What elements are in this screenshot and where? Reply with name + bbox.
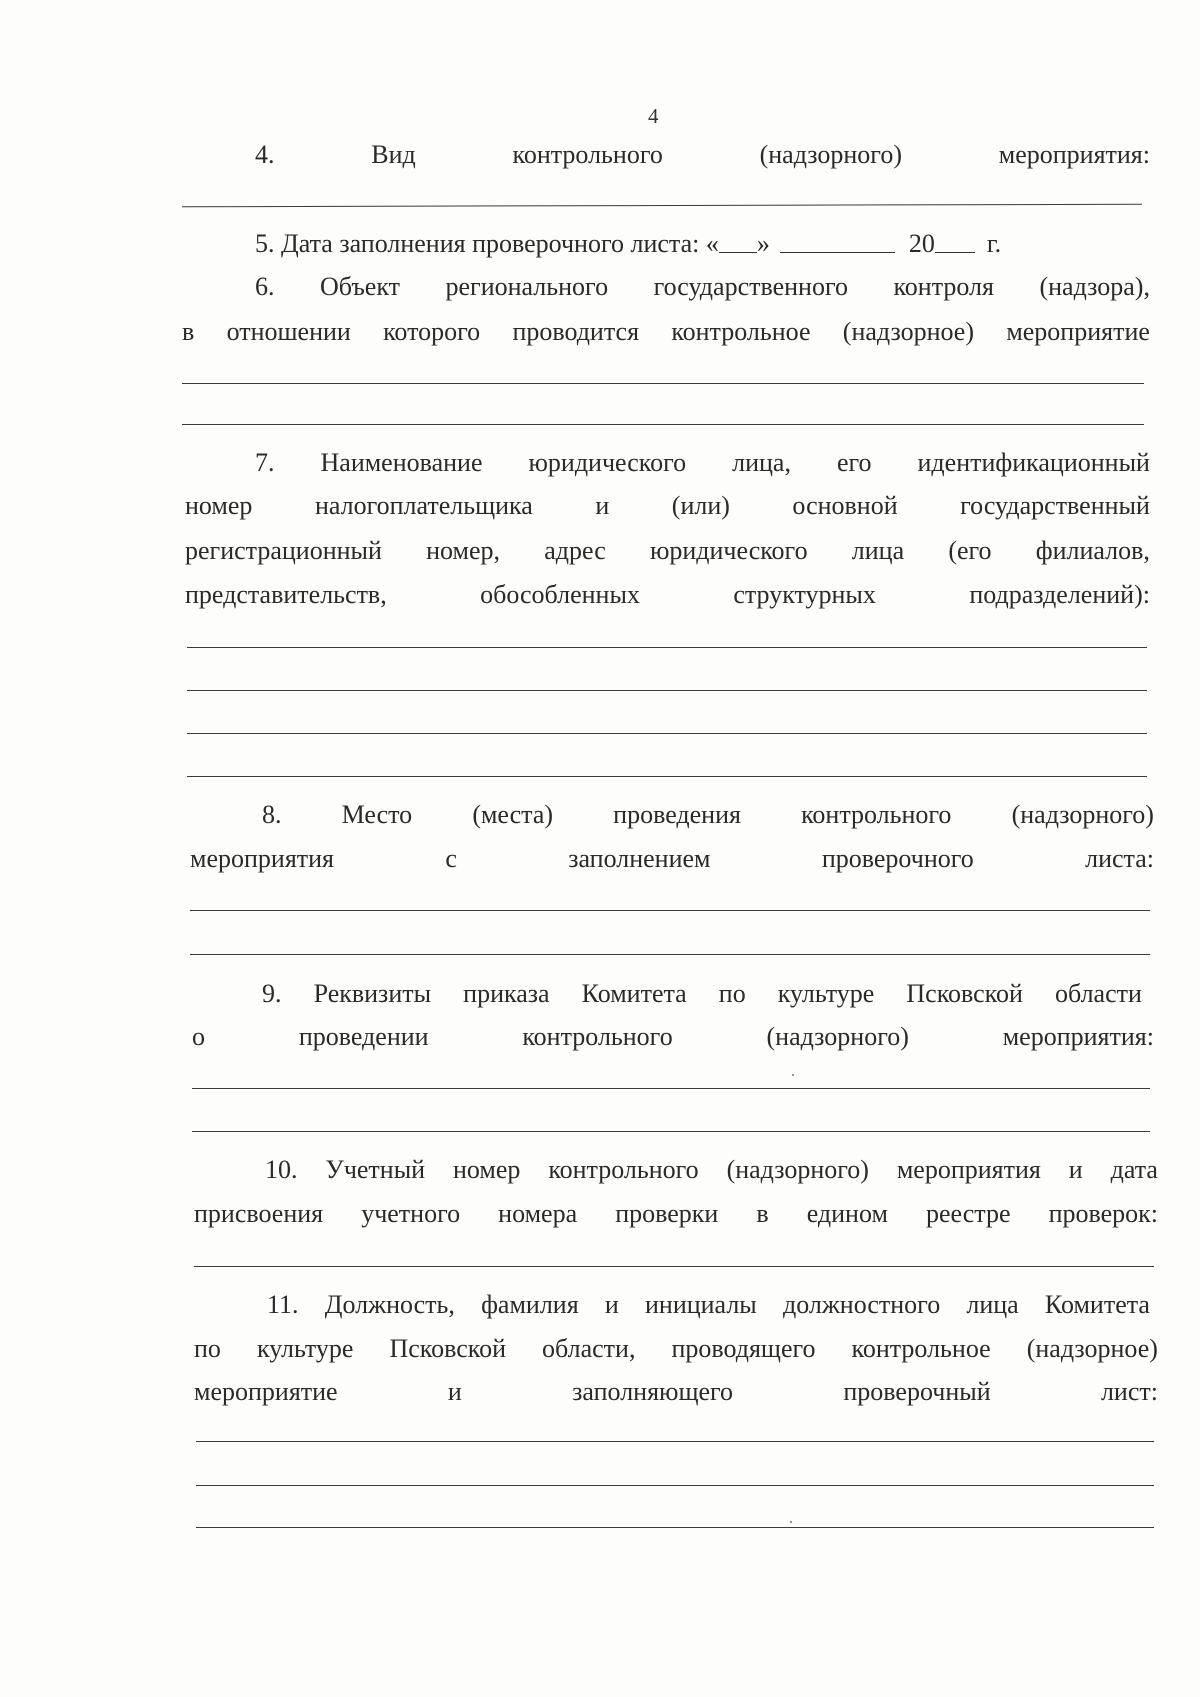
word: 4.	[255, 140, 275, 169]
word: (его	[948, 536, 992, 565]
word: проведении	[298, 1022, 429, 1051]
word: мероприятие	[194, 1377, 338, 1406]
word: (надзорного)	[759, 140, 902, 169]
word: едином	[806, 1199, 888, 1228]
word: лица	[851, 536, 905, 565]
word: мероприятие	[1006, 317, 1150, 346]
word: 9.	[262, 979, 282, 1008]
word: Учетный	[325, 1155, 426, 1184]
fill-line	[192, 1131, 1150, 1132]
month-blank	[780, 228, 895, 253]
fill-line	[182, 424, 1144, 425]
word: проводящего	[671, 1334, 816, 1363]
word: контрольное	[851, 1334, 991, 1363]
word: контрольного	[522, 1022, 673, 1051]
word: его	[836, 448, 872, 477]
word: и	[447, 1377, 462, 1406]
fill-line	[182, 204, 1142, 208]
year-prefix: 20	[908, 229, 935, 258]
word: контроля	[893, 272, 994, 301]
item-4-line	[255, 139, 1150, 171]
word: контрольного	[548, 1155, 699, 1184]
page-number: 4	[648, 104, 659, 128]
word: номер,	[426, 536, 501, 565]
item-7-line-4	[185, 579, 1150, 611]
word: заполняющего	[572, 1377, 734, 1406]
item-11-line-1	[267, 1289, 1150, 1321]
quote-close: »	[756, 229, 770, 258]
fill-line	[194, 1266, 1154, 1267]
word: и	[595, 491, 610, 520]
word: Вид	[371, 140, 416, 169]
word: Объект	[320, 272, 400, 301]
word: основной	[792, 491, 898, 520]
item-7-line-3	[185, 535, 1150, 567]
fill-line	[192, 1088, 1150, 1089]
word: инициалы	[644, 1290, 757, 1319]
scan-speck	[790, 1521, 792, 1523]
word: проводится	[512, 317, 640, 346]
word: в	[756, 1199, 769, 1228]
item-10-line-1	[265, 1154, 1158, 1186]
word: Комитета	[1044, 1290, 1150, 1319]
word: контрольного	[512, 140, 663, 169]
word: 11.	[267, 1290, 299, 1319]
item-9-line-1	[262, 978, 1142, 1010]
fill-line	[190, 954, 1150, 955]
word: контрольное	[671, 317, 811, 346]
word: мероприятия:	[1002, 1022, 1154, 1051]
fill-line	[187, 776, 1147, 777]
word: реестре	[926, 1199, 1011, 1228]
word: (места)	[472, 800, 554, 829]
word: Реквизиты	[313, 979, 432, 1008]
word: и	[604, 1290, 619, 1319]
word: государственный	[960, 491, 1150, 520]
word: должностного	[782, 1290, 941, 1319]
fill-line	[196, 1485, 1154, 1486]
word: приказа	[463, 979, 550, 1008]
word: Псковской	[389, 1334, 507, 1363]
word: (надзорное)	[1026, 1334, 1158, 1363]
word: (надзорного)	[726, 1155, 869, 1184]
word: Псковской	[906, 979, 1023, 1008]
word: по	[718, 979, 746, 1008]
item-8-line-2	[190, 843, 1154, 875]
word: юридического	[649, 536, 808, 565]
word: структурных	[733, 580, 876, 609]
word: Должность,	[324, 1290, 455, 1319]
word: дата	[1110, 1155, 1158, 1184]
item-6-line-1	[255, 271, 1150, 303]
word: (надзора),	[1039, 272, 1150, 301]
word: лица	[966, 1290, 1019, 1319]
word: с	[445, 844, 457, 873]
word: о	[192, 1022, 205, 1051]
fill-line	[187, 647, 1147, 648]
word: Комитета	[581, 979, 687, 1008]
word: номер	[185, 491, 253, 520]
fill-line	[190, 910, 1150, 911]
word: 8.	[262, 800, 282, 829]
word: лица,	[732, 448, 791, 477]
word: мероприятия:	[998, 140, 1150, 169]
word: мероприятия	[190, 844, 335, 873]
word: лист:	[1100, 1377, 1158, 1406]
word: по	[194, 1334, 221, 1363]
word: филиалов,	[1035, 536, 1150, 565]
word: налогоплательщика	[314, 491, 533, 520]
word: (надзорного)	[766, 1022, 909, 1051]
word: Место	[341, 800, 413, 829]
word: представительств,	[185, 580, 387, 609]
word: мероприятия	[896, 1155, 1041, 1184]
word: идентификационный	[917, 448, 1150, 477]
fill-line	[182, 383, 1144, 384]
item-10-line-2	[194, 1198, 1158, 1230]
item-8-line-1	[262, 799, 1154, 831]
word: проверочного	[821, 844, 974, 873]
word: области,	[542, 1334, 636, 1363]
word: 10.	[265, 1155, 298, 1184]
word: проверочный	[843, 1377, 991, 1406]
year-blank	[935, 228, 975, 253]
word: номера	[498, 1199, 578, 1228]
word: проверки	[615, 1199, 719, 1228]
word: фамилия	[481, 1290, 579, 1319]
word: и	[1068, 1155, 1083, 1184]
word: номер	[453, 1155, 521, 1184]
item-5-line	[255, 228, 1155, 260]
item-11-line-3	[194, 1376, 1158, 1408]
item-5-prefix: 5. Дата заполнения проверочного листа: «	[255, 229, 719, 258]
word: отношении	[226, 317, 351, 346]
item-6-line-2	[182, 316, 1150, 348]
word: адрес	[544, 536, 606, 565]
item-9-line-2	[192, 1021, 1154, 1053]
word: учетного	[361, 1199, 461, 1228]
day-blank	[719, 228, 757, 253]
word: в	[182, 317, 195, 346]
word: регионального	[445, 272, 609, 301]
word: 6.	[255, 272, 275, 301]
word: юридического	[528, 448, 687, 477]
fill-line	[196, 1441, 1154, 1442]
item-11-line-2	[194, 1333, 1158, 1365]
word: присвоения	[194, 1199, 324, 1228]
word: проведения	[613, 800, 741, 829]
word: (надзорное)	[842, 317, 975, 346]
item-7-line-2	[185, 490, 1150, 522]
word: контрольного	[801, 800, 952, 829]
fill-line	[187, 690, 1147, 691]
item-7-line-1	[255, 447, 1150, 479]
word: 7.	[255, 448, 275, 477]
word: государственного	[653, 272, 848, 301]
word: (или)	[671, 491, 730, 520]
word: культуре	[777, 979, 875, 1008]
word: Наименование	[320, 448, 483, 477]
word: подразделений):	[969, 580, 1150, 609]
word: регистрационный	[185, 536, 382, 565]
word: культуре	[256, 1334, 354, 1363]
word: обособленных	[480, 580, 640, 609]
word: области	[1055, 979, 1142, 1008]
year-suffix: г.	[986, 229, 1002, 258]
word: заполнением	[568, 844, 711, 873]
word: проверок:	[1048, 1199, 1158, 1228]
fill-line	[196, 1527, 1154, 1528]
word: листа:	[1085, 844, 1154, 873]
scan-speck	[792, 1074, 794, 1076]
word: которого	[383, 317, 481, 346]
fill-line	[187, 733, 1147, 734]
word: (надзорного)	[1011, 800, 1154, 829]
